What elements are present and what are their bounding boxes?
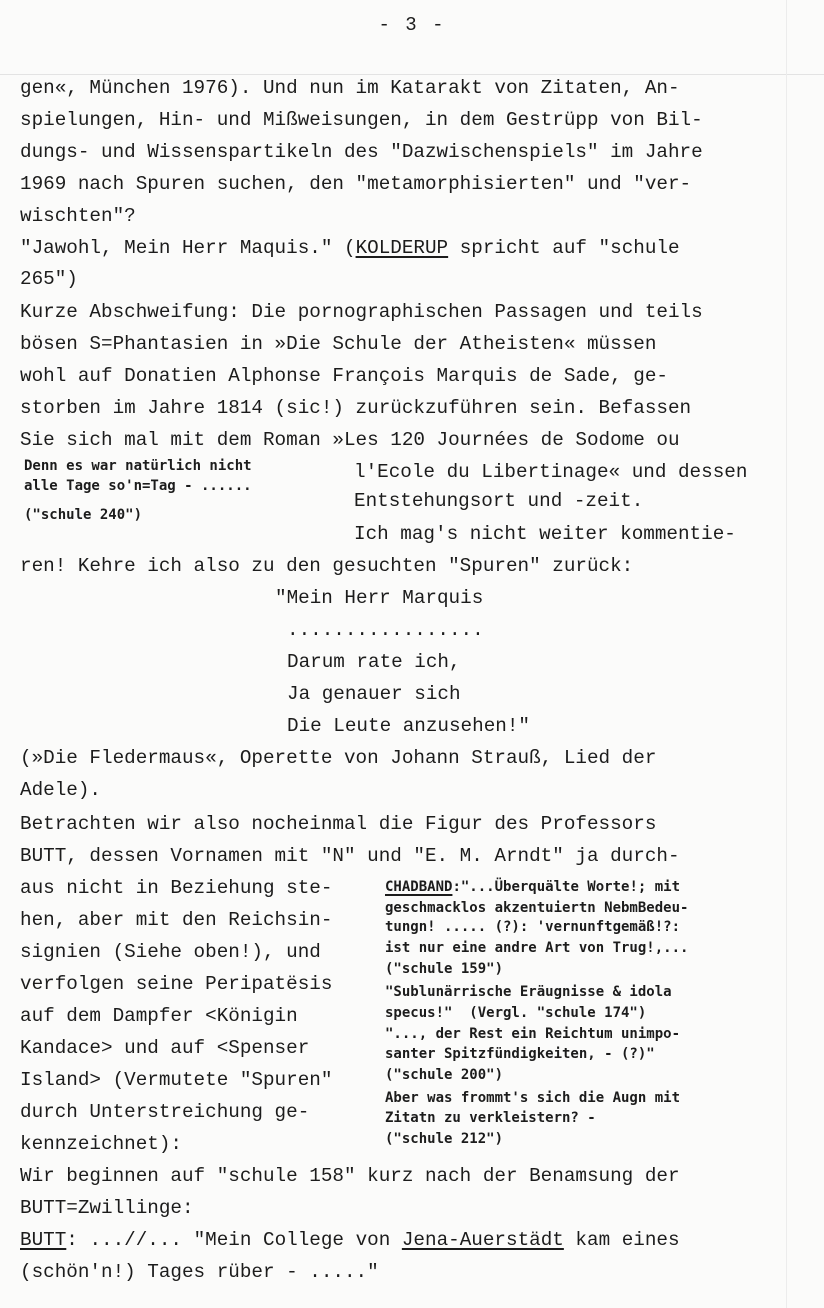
text-line: Kandace> und auf <Spenser bbox=[20, 1037, 310, 1059]
text-line: wischten"? bbox=[20, 205, 136, 227]
text-line: Wir beginnen auf "schule 158" kurz nach der Benamsung der bbox=[20, 1165, 680, 1187]
song-line: Darum rate ich, bbox=[287, 651, 461, 673]
text-line: l'Ecole du Libertinage« und dessen bbox=[354, 461, 748, 483]
margin-note-line: santer Spitzfündigkeiten, - (?)" bbox=[385, 1046, 655, 1062]
text-line: auf dem Dampfer <Königin bbox=[20, 1005, 298, 1027]
quote-text: spricht auf "schule bbox=[448, 237, 680, 259]
text-line: storben im Jahre 1814 (sic!) zurückzuführen sein. Befassen bbox=[20, 397, 692, 419]
quote-text: kam eines bbox=[563, 1229, 680, 1251]
margin-note-line: geschmacklos akzentuiertn NebmBedeu- bbox=[385, 900, 689, 916]
song-line: "Mein Herr Marquis bbox=[275, 587, 484, 609]
text-line: bösen S=Phantasien in »Die Schule der Atheisten« müssen bbox=[20, 333, 657, 355]
text-line: BUTT=Zwillinge: bbox=[20, 1197, 194, 1219]
speaker-chadband: CHADBAND bbox=[385, 879, 453, 895]
margin-note-line: "..., der Rest ein Reichtum unimpo- bbox=[385, 1026, 681, 1042]
text-line: 1969 nach Spuren suchen, den "metamorphisierten" und "ver- bbox=[20, 173, 692, 195]
text-line: (schön'n!) Tages rüber - ....." bbox=[20, 1261, 379, 1283]
margin-note-line: alle Tage so'n=Tag - ...... bbox=[24, 478, 252, 494]
margin-note-line: "Sublunärrische Eräugnisse & idola bbox=[385, 984, 672, 1000]
margin-note-line: specus!" (Vergl. "schule 174") bbox=[385, 1005, 647, 1021]
kolderup-quote-line bbox=[20, 239, 680, 258]
text-line: kennzeichnet): bbox=[20, 1133, 182, 1155]
margin-note-line: ("schule 159") bbox=[385, 961, 504, 977]
margin-note-line: Zitatn zu verkleistern? - bbox=[385, 1110, 596, 1126]
margin-note-line: ("schule 212") bbox=[385, 1131, 504, 1147]
text-line: Island> (Vermutete "Spuren" bbox=[20, 1069, 333, 1091]
text-line: signien (Siehe oben!), und bbox=[20, 941, 321, 963]
song-line: ................. bbox=[287, 619, 484, 641]
text-line: Betrachten wir also nocheinmal die Figur des Professors bbox=[20, 813, 657, 835]
margin-note-line: ist nur eine andre Art von Trug!,... bbox=[385, 940, 689, 956]
speaker-butt: BUTT bbox=[20, 1229, 67, 1251]
text-line: verfolgen seine Peripatësis bbox=[20, 973, 333, 995]
page-number: - 3 - bbox=[378, 14, 446, 36]
margin-note-line: ("schule 200") bbox=[385, 1067, 504, 1083]
text-line: 265") bbox=[20, 268, 78, 290]
paper-fold-line bbox=[0, 74, 824, 75]
text-line: gen«, München 1976). Und nun im Katarakt von Zitaten, An- bbox=[20, 77, 680, 99]
text-line: (»Die Fledermaus«, Operette von Johann Strauß, Lied der bbox=[20, 747, 657, 769]
text-line: wohl auf Donatien Alphonse François Marquis de Sade, ge- bbox=[20, 365, 668, 387]
song-line: Ja genauer sich bbox=[287, 683, 461, 705]
text-line: Ich mag's nicht weiter kommentie- bbox=[354, 523, 736, 545]
text-line: Entstehungsort und -zeit. bbox=[354, 490, 644, 512]
text-line: Adele). bbox=[20, 779, 101, 801]
margin-note-line: Denn es war natürlich nicht bbox=[24, 458, 252, 474]
margin-note-line bbox=[385, 880, 680, 894]
text-line: dungs- und Wissenspartikeln des "Dazwischenspiels" im Jahre bbox=[20, 141, 703, 163]
margin-note-line: Aber was frommt's sich die Augn mit bbox=[385, 1090, 681, 1106]
song-line: Die Leute anzusehen!" bbox=[287, 715, 530, 737]
paper-edge-line bbox=[786, 0, 787, 1308]
quote-text: "Jawohl, Mein Herr Maquis." ( bbox=[20, 237, 356, 259]
speaker-kolderup: KOLDERUP bbox=[355, 237, 449, 259]
note-text: :"...Überquälte Worte!; mit bbox=[452, 879, 681, 895]
text-line: Sie sich mal mit dem Roman »Les 120 Journées de Sodome ou bbox=[20, 429, 680, 451]
text-line: hen, aber mit den Reichsin- bbox=[20, 909, 333, 931]
text-line: spielungen, Hin- und Mißweisungen, in dem Gestrüpp von Bil- bbox=[20, 109, 703, 131]
butt-quote-line bbox=[20, 1231, 680, 1250]
text-line: durch Unterstreichung ge- bbox=[20, 1101, 310, 1123]
place-jena-auerstaedt: Jena-Auerstädt bbox=[401, 1229, 564, 1251]
text-line: aus nicht in Beziehung ste- bbox=[20, 877, 333, 899]
margin-note-line: ("schule 240") bbox=[24, 507, 143, 523]
text-line: ren! Kehre ich also zu den gesuchten "Spuren" zurück: bbox=[20, 555, 634, 577]
text-line: Kurze Abschweifung: Die pornographischen Passagen und teils bbox=[20, 301, 703, 323]
margin-note-line: tungn! ..... (?): 'vernunftgemäß!?: bbox=[385, 919, 681, 935]
text-line: BUTT, dessen Vornamen mit "N" und "E. M. Arndt" ja durch- bbox=[20, 845, 680, 867]
quote-text: : ...//... "Mein College von bbox=[66, 1229, 402, 1251]
